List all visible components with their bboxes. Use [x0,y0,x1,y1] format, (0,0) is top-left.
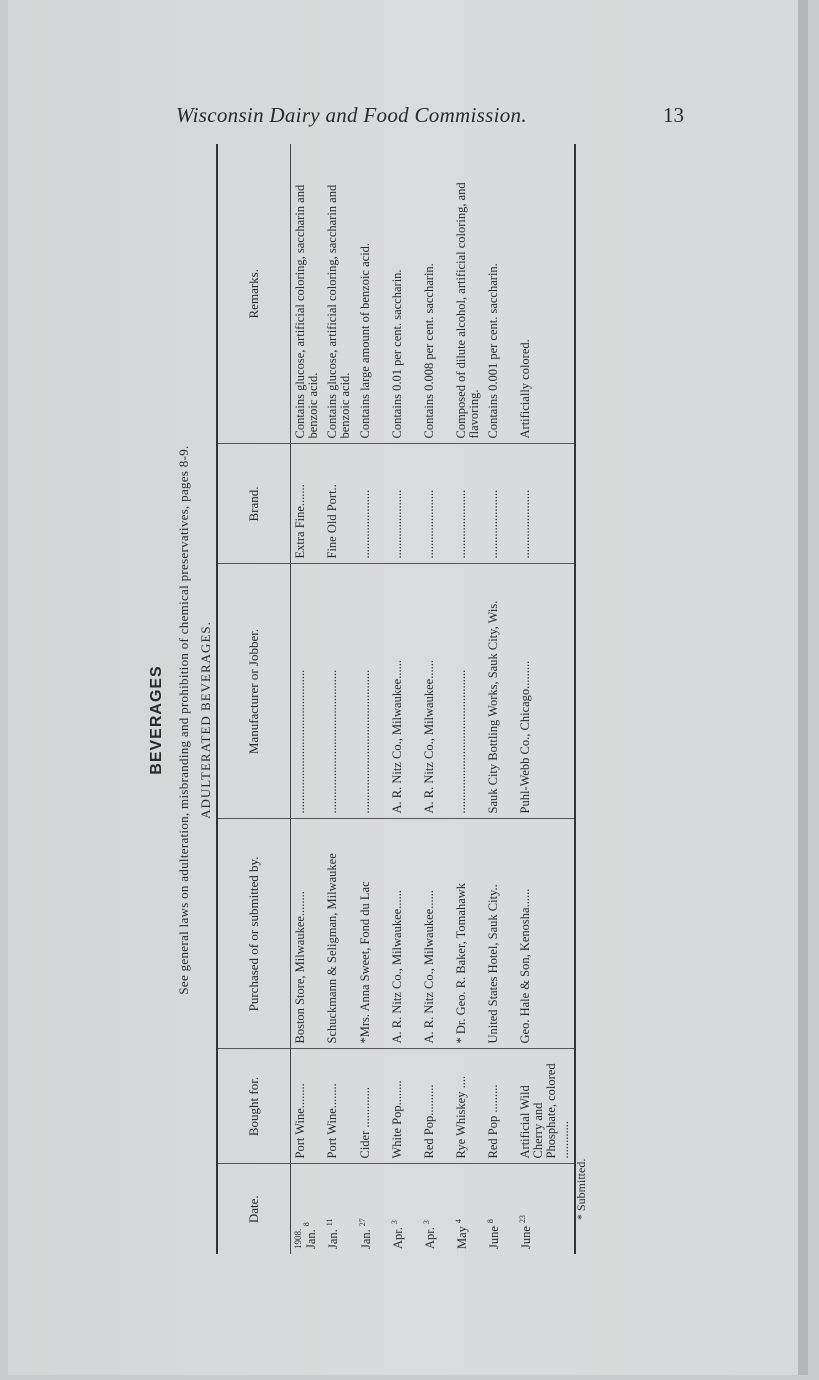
remarks-cell: Contains glucose, artificial coloring, saccharin and benzoic acid. [291,144,324,444]
manufacturer-cell: .............................................. [291,564,324,819]
brand-cell: ...................... [420,444,452,564]
date-month: Apr. [390,1227,405,1249]
manufacturer-cell: .............................................. [323,564,355,819]
remarks-cell: Contains glucose, artificial coloring, saccharin and benzoic acid. [323,144,355,444]
date-day: 8 [485,1219,495,1224]
table-row [516,144,576,1254]
purchased-of-cell: United States Hotel, Sauk City.. [484,819,516,1049]
table-row [388,144,420,1254]
column-header-manufacturer: Manufacturer or Jobber. [217,564,291,819]
table-row [484,144,516,1254]
table-row [452,144,484,1254]
subsection-title: ADULTERATED BEVERAGES. [198,621,213,819]
table-row [420,144,452,1254]
date-month: Jan. [326,1229,341,1249]
date-day: 3 [389,1220,399,1225]
date-cell [484,1164,516,1254]
date-cell [291,1164,324,1254]
date-day: 8 [302,1222,312,1227]
bought-for-cell: Artificial Wild Cherry and Phosphate, colored ............ [516,1049,576,1164]
date-cell [356,1164,388,1254]
brand-cell: ...................... [452,444,484,564]
date-day: 4 [453,1219,463,1224]
date-day: 11 [325,1218,335,1227]
date-cell [323,1164,355,1254]
purchased-of-cell: Geo. Hale & Son, Kenosha...... [516,819,576,1049]
date-month: Apr. [422,1227,437,1249]
column-header-purchased-of: Purchased of or submitted by. [217,819,291,1049]
bought-for-cell: Rye Whiskey .... [452,1049,484,1164]
bought-for-cell: Red Pop ......... [484,1049,516,1164]
date-day: 27 [357,1218,367,1227]
date-year: 1908. [293,1228,303,1249]
manufacturer-cell: Sauk City Bottling Works, Sauk City, Wis. [484,564,516,819]
manufacturer-cell: A. R. Nitz Co., Milwaukee...... [388,564,420,819]
purchased-of-cell: A. R. Nitz Co., Milwaukee...... [388,819,420,1049]
purchased-of-cell: * Dr. Geo. R. Baker, Tomahawk [452,819,484,1049]
footnote: * Submitted. [574,1158,588,1220]
brand-cell: Fine Old Port.. [323,444,355,564]
bought-for-cell: Port Wine........ [323,1049,355,1164]
date-month: Jan. [303,1229,318,1249]
purchased-of-cell: Schuckmann & Seligman, Milwaukee [323,819,355,1049]
purchased-of-cell: Boston Store, Milwaukee........ [291,819,324,1049]
remarks-cell: Artificially colored. [516,144,576,444]
date-day: 3 [421,1220,431,1225]
date-month: June [518,1226,533,1249]
date-day: 23 [517,1215,527,1224]
manufacturer-cell: .............................................. [356,564,388,819]
bought-for-cell: Port Wine........ [291,1049,324,1164]
bought-for-cell: White Pop........ [388,1049,420,1164]
purchased-of-cell: A. R. Nitz Co., Milwaukee...... [420,819,452,1049]
page [8,0,808,1375]
header-row [217,144,291,1254]
brand-cell: ...................... [484,444,516,564]
table-row [323,144,355,1254]
table-row [291,144,324,1254]
table-row [356,144,388,1254]
date-cell [420,1164,452,1254]
brand-cell: Extra Fine....... [291,444,324,564]
bought-for-cell: Cider ............. [356,1049,388,1164]
page-gutter [798,0,808,1375]
manufacturer-cell: A. R. Nitz Co., Milwaukee...... [420,564,452,819]
date-month: June [486,1226,501,1249]
beverages-table [216,144,576,1254]
column-header-remarks: Remarks. [217,144,291,444]
heading-block [148,140,214,1300]
running-title: Wisconsin Dairy and Food Commission. [176,103,527,127]
bought-for-cell: Red Pop.......... [420,1049,452,1164]
date-month: May [454,1226,469,1249]
column-header-bought-for: Bought for. [217,1049,291,1164]
rotated-content [148,140,618,1300]
column-header-date: Date. [217,1164,291,1254]
page-number: 13 [663,103,684,127]
section-title: BEVERAGES [148,665,165,775]
manufacturer-cell: Puhl-Webb Co., Chicago......... [516,564,576,819]
manufacturer-cell: .............................................. [452,564,484,819]
section-note: See general laws on adulteration, misbranding and prohibition of chemical preservatives, pages 8-9. [176,445,191,995]
date-month: Jan. [358,1229,373,1249]
date-cell [516,1164,576,1254]
remarks-cell: Contains 0.008 per cent. saccharin. [420,144,452,444]
remarks-cell: Contains 0.001 per cent. saccharin. [484,144,516,444]
brand-cell: ...................... [516,444,576,564]
remarks-cell: Contains 0.01 per cent. saccharin. [388,144,420,444]
date-cell [452,1164,484,1254]
column-header-brand: Brand. [217,444,291,564]
brand-cell: ...................... [356,444,388,564]
purchased-of-cell: *Mrs. Anna Sweet, Fond du Lac [356,819,388,1049]
brand-cell: ...................... [388,444,420,564]
date-cell [388,1164,420,1254]
remarks-cell: Composed of dilute alcohol, artificial coloring, and flavoring. [452,144,484,444]
remarks-cell: Contains large amount of benzoic acid. [356,144,388,444]
